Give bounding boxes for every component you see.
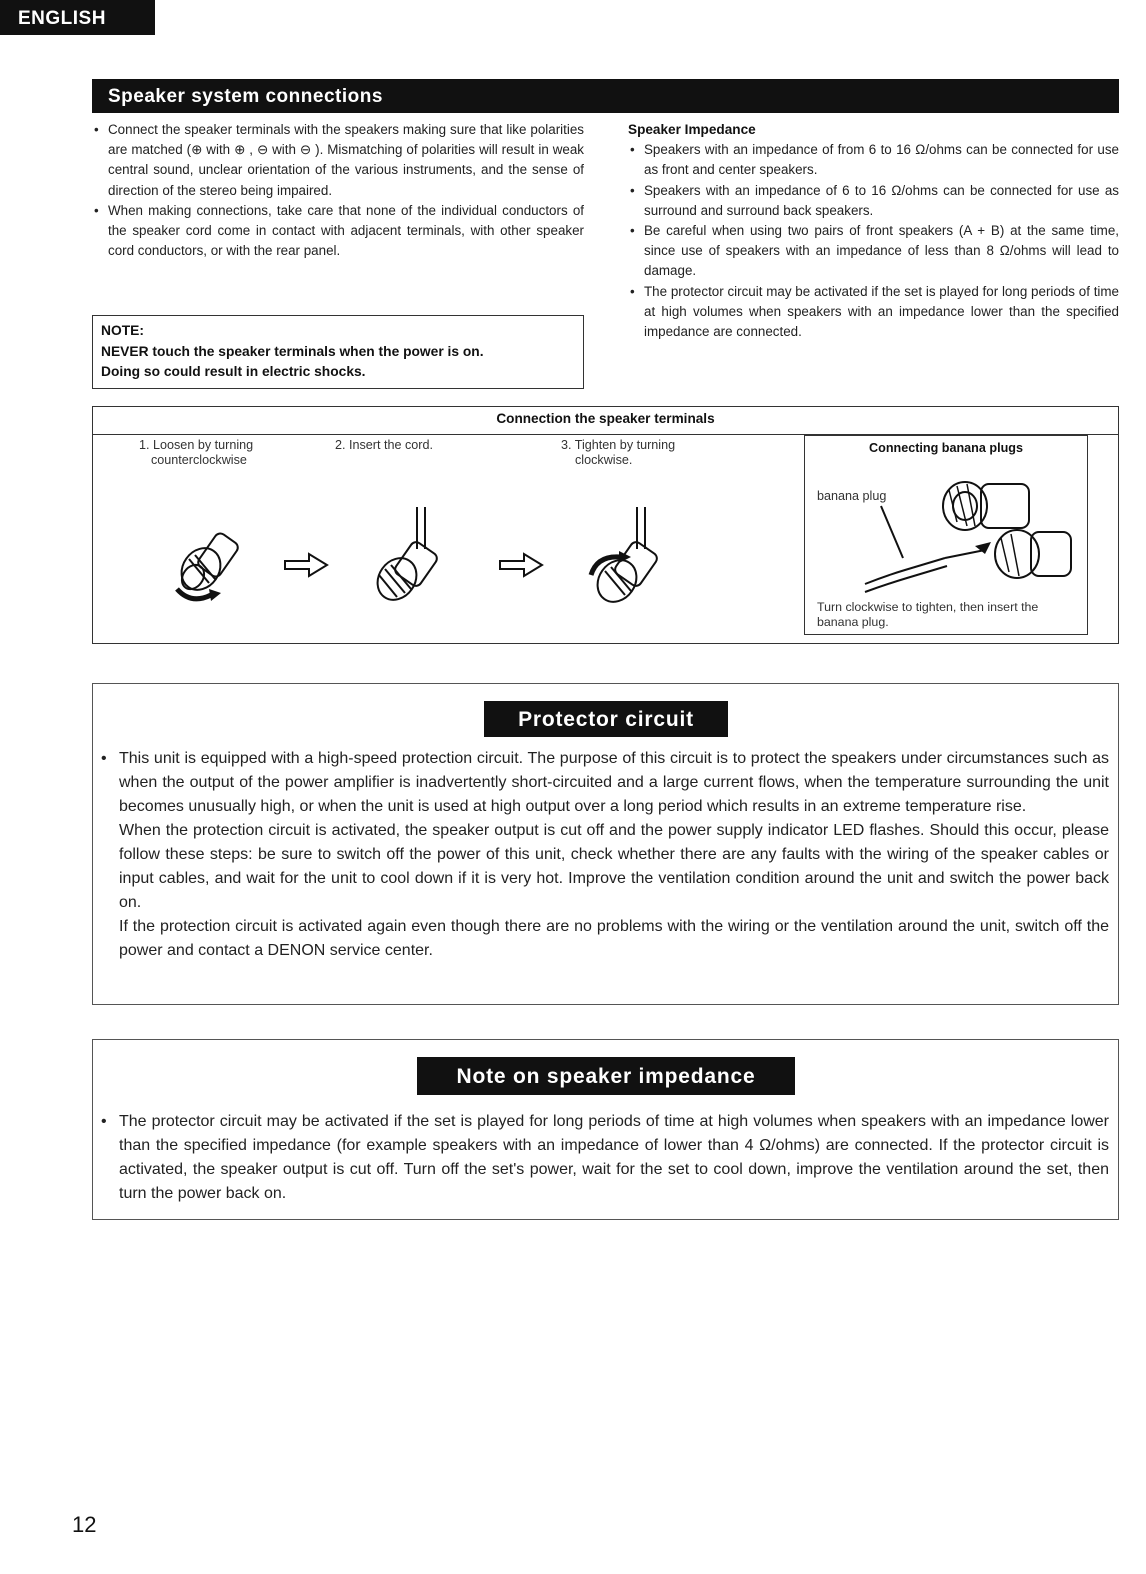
- step-3-caption: [561, 438, 675, 468]
- connection-bullet-list: [92, 120, 584, 261]
- banana-plug-caption: Turn clockwise to tighten, then insert the banana plug.: [817, 600, 1039, 629]
- list-item: • The protector circuit may be activated if the set is played for long periods of time at high volumes when speakers with an impedance lower than the specified impedance are connected.: [628, 282, 1119, 343]
- terminal-tighten-illustration: [583, 505, 683, 615]
- list-item: • Be careful when using two pairs of front speakers (A + B) at the same time, since use of speakers with an impedance of less than 8 Ω/ohms will lead to damage.: [628, 221, 1119, 282]
- terminal-loosen-illustration: [163, 517, 253, 607]
- language-tab: ENGLISH: [0, 0, 155, 35]
- banana-plug-label: banana plug: [817, 489, 887, 503]
- list-item: • Speakers with an impedance of from 6 to 16 Ω/ohms can be connected for use as front and center speakers.: [628, 140, 1119, 180]
- protector-paragraph-2: When the protection circuit is activated, the speaker output is cut off and the power supply indicator LED flashes. Should this occur, please follow these steps: be sure to switch off the power of this unit, check whether there are any faults with the wiring of the speaker cables or input cables, and wait for the unit to cool down if it is very hot. Improve the ventilation condition around the unit and switch the power back on.: [119, 822, 1109, 911]
- list-item: • Connect the speaker terminals with the speakers making sure that like polarities are matched (⊕ with ⊕ , ⊖ with ⊖ ). Mismatching of polarities will result in weak central sound, unclear orientation of the various instruments, and the sense of direction of the stereo being impaired.: [92, 120, 584, 201]
- impedance-note-paragraph: The protector circuit may be activated if the set is played for long periods of time at high volumes when speakers with an impedance lower than the specified impedance (for example speakers with an impedance of lower than 4 Ω/ohms) are connected. If the protector circuit is activated, the speaker output is cut off. Turn off the set's power, wait for the set to cool down, improve the ventilation around the set, then turn the power back on.: [119, 1113, 1109, 1202]
- list-item: • Speakers with an impedance of 6 to 16 Ω/ohms can be connected for use as surround and surround back speakers.: [628, 181, 1119, 221]
- warning-note-box: [92, 315, 584, 389]
- banana-plug-box: [804, 435, 1088, 635]
- connection-figure-box: [92, 406, 1119, 644]
- note-label: NOTE:: [101, 323, 144, 338]
- impedance-note-title: Note on speaker impedance: [417, 1057, 795, 1095]
- arrow-right-icon: [498, 552, 544, 578]
- page-number: 12: [72, 1512, 97, 1537]
- protector-circuit-title: Protector circuit: [484, 701, 728, 737]
- step-1-line-1: 1. Loosen by turning: [139, 438, 254, 452]
- banana-plug-illustration: [845, 476, 1080, 596]
- bullet-icon: •: [101, 1113, 107, 1130]
- step-1-line-2: counterclockwise: [151, 453, 247, 467]
- arrow-right-icon: [283, 552, 329, 578]
- step-2-caption: 2. Insert the cord.: [335, 438, 434, 452]
- connection-figure-title: Connection the speaker terminals: [496, 411, 715, 426]
- terminal-insert-illustration: [361, 505, 461, 615]
- protector-paragraph-3: If the protection circuit is activated again even though there are no problems with the wiring or the ventilation around the unit, switch off the power and contact a DENON service center.: [119, 918, 1109, 959]
- banana-plug-title: Connecting banana plugs: [869, 441, 1023, 455]
- protector-circuit-text: [101, 747, 1109, 963]
- note-line-2: Doing so could result in electric shocks.: [101, 364, 366, 379]
- protector-circuit-panel: [92, 683, 1119, 1005]
- step-3-line-1: 3. Tighten by turning: [561, 438, 676, 452]
- step-1-caption: [139, 438, 253, 468]
- note-line-1: NEVER touch the speaker terminals when the power is on.: [101, 343, 484, 359]
- list-item: • When making connections, take care that none of the individual conductors of the speaker cord come in contact with adjacent terminals, with other speaker cord conductors, or with the rear panel.: [92, 201, 584, 262]
- protector-paragraph-1: This unit is equipped with a high-speed protection circuit. The purpose of this circuit is to protect the speakers under circumstances such as when the output of the power amplifier is inadvertently short-circuited and a large current flows, when the temperature surrounding the unit becomes unusually high, or when the unit is used at high output over a long period which results in an extreme temperature rise.: [119, 750, 1109, 815]
- impedance-bullet-list: [628, 140, 1119, 342]
- left-column: [92, 120, 584, 261]
- section-title-speaker-connections: Speaker system connections: [92, 79, 1119, 113]
- step-3-line-2: clockwise.: [575, 453, 633, 467]
- bullet-icon: •: [101, 750, 107, 767]
- impedance-note-text: [101, 1110, 1109, 1206]
- right-column: [628, 120, 1119, 342]
- speaker-impedance-heading: Speaker Impedance: [628, 122, 756, 137]
- impedance-note-panel: [92, 1039, 1119, 1220]
